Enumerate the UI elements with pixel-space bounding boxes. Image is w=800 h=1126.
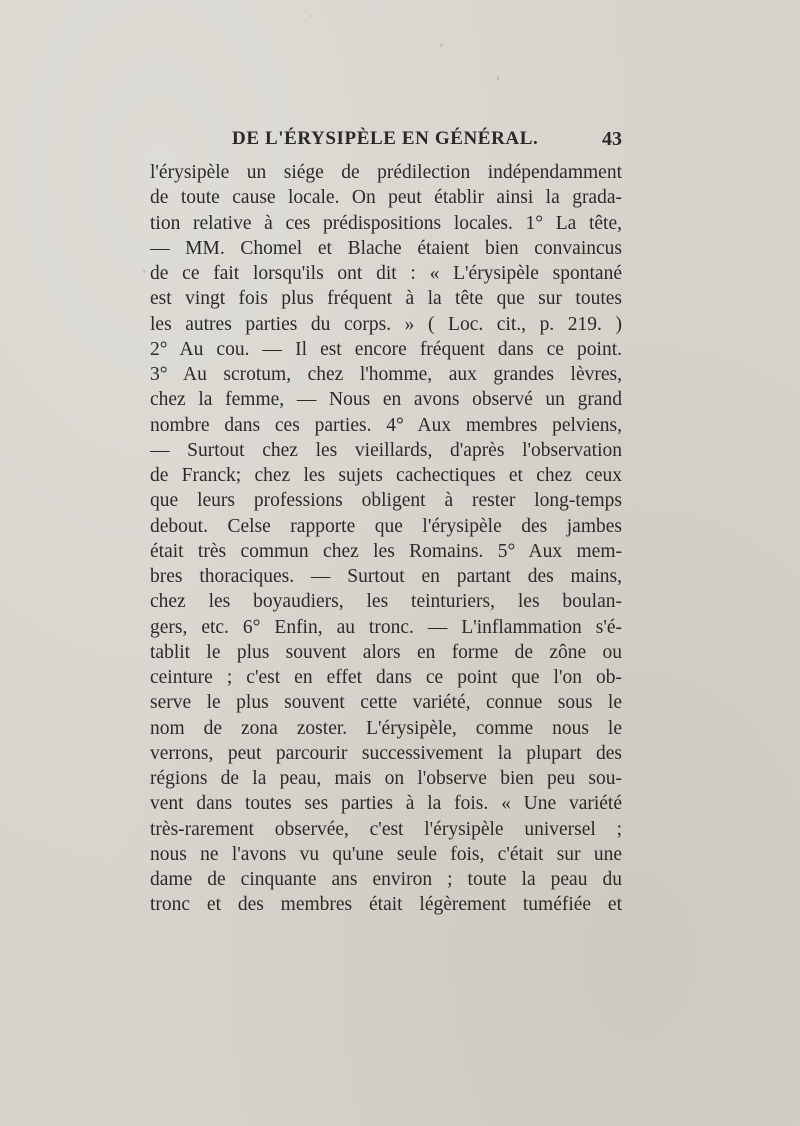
text-line: ceinture ; c'est en effet dans ce point que l'on ob-	[150, 667, 622, 688]
text-line: était très commun chez les Romains. 5° Aux mem-	[150, 540, 622, 562]
text-line: de ce fait lorsqu'ils ont dit : « L'érysipèle spontané	[150, 263, 622, 284]
text-line: tronc et des membres était légèrement tuméfiée et	[150, 894, 622, 916]
text-line: chez la femme, — Nous en avons observé un grand	[150, 389, 622, 411]
text-line: régions de la peau, mais on l'observe bien peu sou-	[150, 768, 622, 789]
body-text	[150, 160, 622, 918]
text-line: tablit le plus souvent alors en forme de zône ou	[150, 641, 622, 663]
page-number: 43	[602, 128, 622, 150]
text-line: tion relative à ces prédispositions locales. 1° La tête,	[150, 212, 622, 234]
text-line: chez les boyaudiers, les teinturiers, les boulan-	[150, 591, 622, 613]
text-line: est vingt fois plus fréquent à la tête que sur toutes	[150, 288, 622, 310]
text-line: vent dans toutes ses parties à la fois. « Une variété	[150, 793, 622, 815]
text-line: gers, etc. 6° Enfin, au tronc. — L'inflammation s'é-	[150, 616, 622, 638]
text-line: de Franck; chez les sujets cachectiques et chez ceux	[150, 465, 622, 486]
text-line: serve le plus souvent cette variété, connue sous le	[150, 692, 622, 714]
paper-speck	[440, 44, 443, 47]
text-line: l'érysipèle un siége de prédilection indépendamment	[150, 162, 622, 183]
paper-speck	[143, 270, 146, 273]
text-line: nom de zona zoster. L'érysipèle, comme nous le	[150, 717, 622, 739]
text-line: — Surtout chez les vieillards, d'après l'observation	[150, 439, 622, 461]
text-line: les autres parties du corps. » ( Loc. cit., p. 219. )	[150, 313, 622, 335]
text-line: nous ne l'avons vu qu'une seule fois, c'était sur une	[150, 843, 622, 865]
text-line: de toute cause locale. On peut établir ainsi la grada-	[150, 187, 622, 209]
text-line: verrons, peut parcourir successivement la plupart des	[150, 742, 622, 764]
text-line: — MM. Chomel et Blache étaient bien convaincus	[150, 237, 622, 259]
text-line: debout. Celse rapporte que l'érysipèle des jambes	[150, 515, 622, 537]
running-head	[150, 128, 622, 158]
text-line: nombre dans ces parties. 4° Aux membres pelviens,	[150, 414, 622, 436]
running-title: DE L'ÉRYSIPÈLE EN GÉNÉRAL.	[232, 128, 539, 149]
paper-speck	[310, 15, 312, 17]
text-line: que leurs professions obligent à rester long-temps	[150, 490, 622, 512]
paper-speck	[497, 76, 499, 81]
text-line: 2° Au cou. — Il est encore fréquent dans ce point.	[150, 338, 622, 360]
text-line: 3° Au scrotum, chez l'homme, aux grandes lèvres,	[150, 364, 622, 385]
text-line: bres thoraciques. — Surtout en partant des mains,	[150, 566, 622, 587]
text-line: dame de cinquante ans environ ; toute la peau du	[150, 869, 622, 890]
text-line: très-rarement observée, c'est l'érysipèle universel ;	[150, 818, 622, 840]
